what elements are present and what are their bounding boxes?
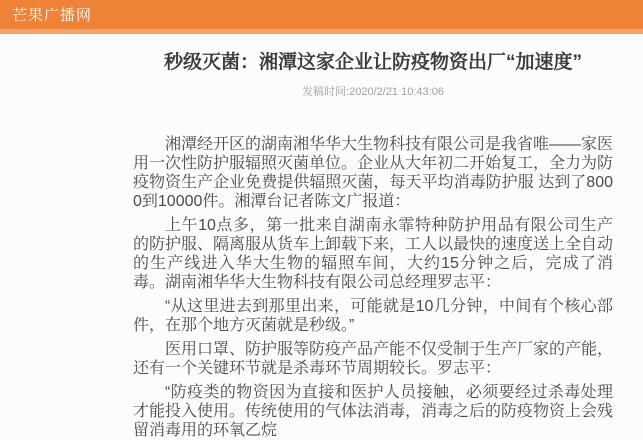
article	[133, 50, 613, 440]
article-body	[133, 135, 613, 440]
paragraph-4: 医用口罩、防护服等防疫产品产能不仅受制于生产厂家的产能，还有一个关键环节就是杀毒环节周期较长。罗志平：	[133, 341, 614, 377]
publish-time: 发稿时间:2020/2/21 10:43:06	[302, 86, 444, 98]
paragraph-1: 湘潭经开区的湖南湘华华大生物科技有限公司是我省唯——家医用一次性防护服辐照灭菌单位。企业从大年初二开始复工，全力为防疫物资生产企业免费提供辐照灭菌，每天平均消毒防护服 达到了8000到10000件。湘潭台记者陈文广报道：	[133, 136, 614, 210]
article-title: 秒级灭菌：湘潭这家企业让防疫物资出厂“加速度”	[163, 52, 582, 73]
site-header	[0, 0, 643, 29]
paragraph-3-quote: “从这里进去到那里出来，可能就是10几分钟，中间有个核心部件，在那个地方灭菌就是秒级。”	[133, 298, 613, 334]
paragraph-5-quote: “防疫类的物资因为直接和医护人员接触，必须要经过杀毒处理才能投入使用。传统使用的气体法消毒，消毒之后的防疫物资上会残留消毒用的环氧乙烷	[133, 384, 614, 439]
header-accent-strip	[0, 29, 643, 34]
site-logo-text[interactable]: 芒果广播网	[12, 7, 93, 24]
paragraph-2: 上午10点多，第一批来自湖南永霏特种防护用品有限公司生产的防护服、隔离服从货车上卸载下来，工人以最快的速度送上全自动的生产线进入华大生物的辐照车间，大约15分钟之后，完成了消毒。湖南湘华华大生物科技有限公司总经理罗志平：	[133, 217, 614, 291]
